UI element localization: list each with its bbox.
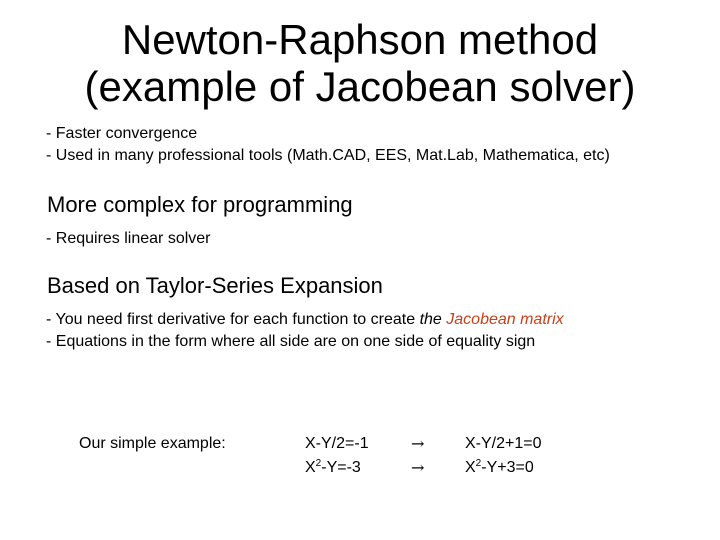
- equation-1-original: X-Y/2=-1: [305, 435, 369, 452]
- equation-2-original-rest: -Y=-3: [321, 459, 361, 476]
- bullet-professional-tools: - Used in many professional tools (Math.CAD, EES, Mat.Lab, Mathematica, etc): [46, 147, 610, 164]
- equation-2-rearranged-base: X: [465, 459, 476, 476]
- equation-2-rearranged-rest: -Y+3=0: [481, 459, 534, 476]
- title-line-2: (example of Jacobean solver): [84, 63, 636, 110]
- equation-2-original-base: X: [305, 459, 316, 476]
- bullet-first-derivative: [46, 309, 564, 331]
- bullet-first-derivative-text: - You need first derivative for each function to create: [46, 311, 420, 328]
- jacobean-matrix-highlight: Jacobean matrix: [446, 311, 564, 328]
- example-label: Our simple example:: [79, 435, 226, 452]
- heading-more-complex: More complex for programming: [47, 192, 353, 217]
- equation-1-rearranged: X-Y/2+1=0: [465, 435, 542, 452]
- equation-2-rearranged: [465, 456, 534, 480]
- bullet-equation-form: - Equations in the form where all side are on one side of equality sign: [46, 333, 536, 350]
- section-3-bullets: [46, 309, 564, 353]
- section-1-bullets: [46, 123, 610, 167]
- bullet-first-derivative-the: the: [419, 311, 442, 328]
- bullet-faster-convergence: - Faster convergence: [46, 125, 198, 142]
- section-2-bullets: [46, 228, 211, 250]
- title-line-1: Newton-Raphson method: [121, 16, 599, 63]
- arrow-right-icon: →: [411, 458, 425, 477]
- equation-2-original: [305, 456, 361, 480]
- heading-taylor-series: Based on Taylor-Series Expansion: [47, 273, 383, 298]
- equation-2-original-exponent: 2: [315, 458, 322, 469]
- equation-2-rearranged-exponent: 2: [475, 458, 482, 469]
- bullet-linear-solver: - Requires linear solver: [46, 230, 211, 247]
- slide-title: [0, 16, 720, 110]
- arrow-right-icon: →: [411, 434, 425, 453]
